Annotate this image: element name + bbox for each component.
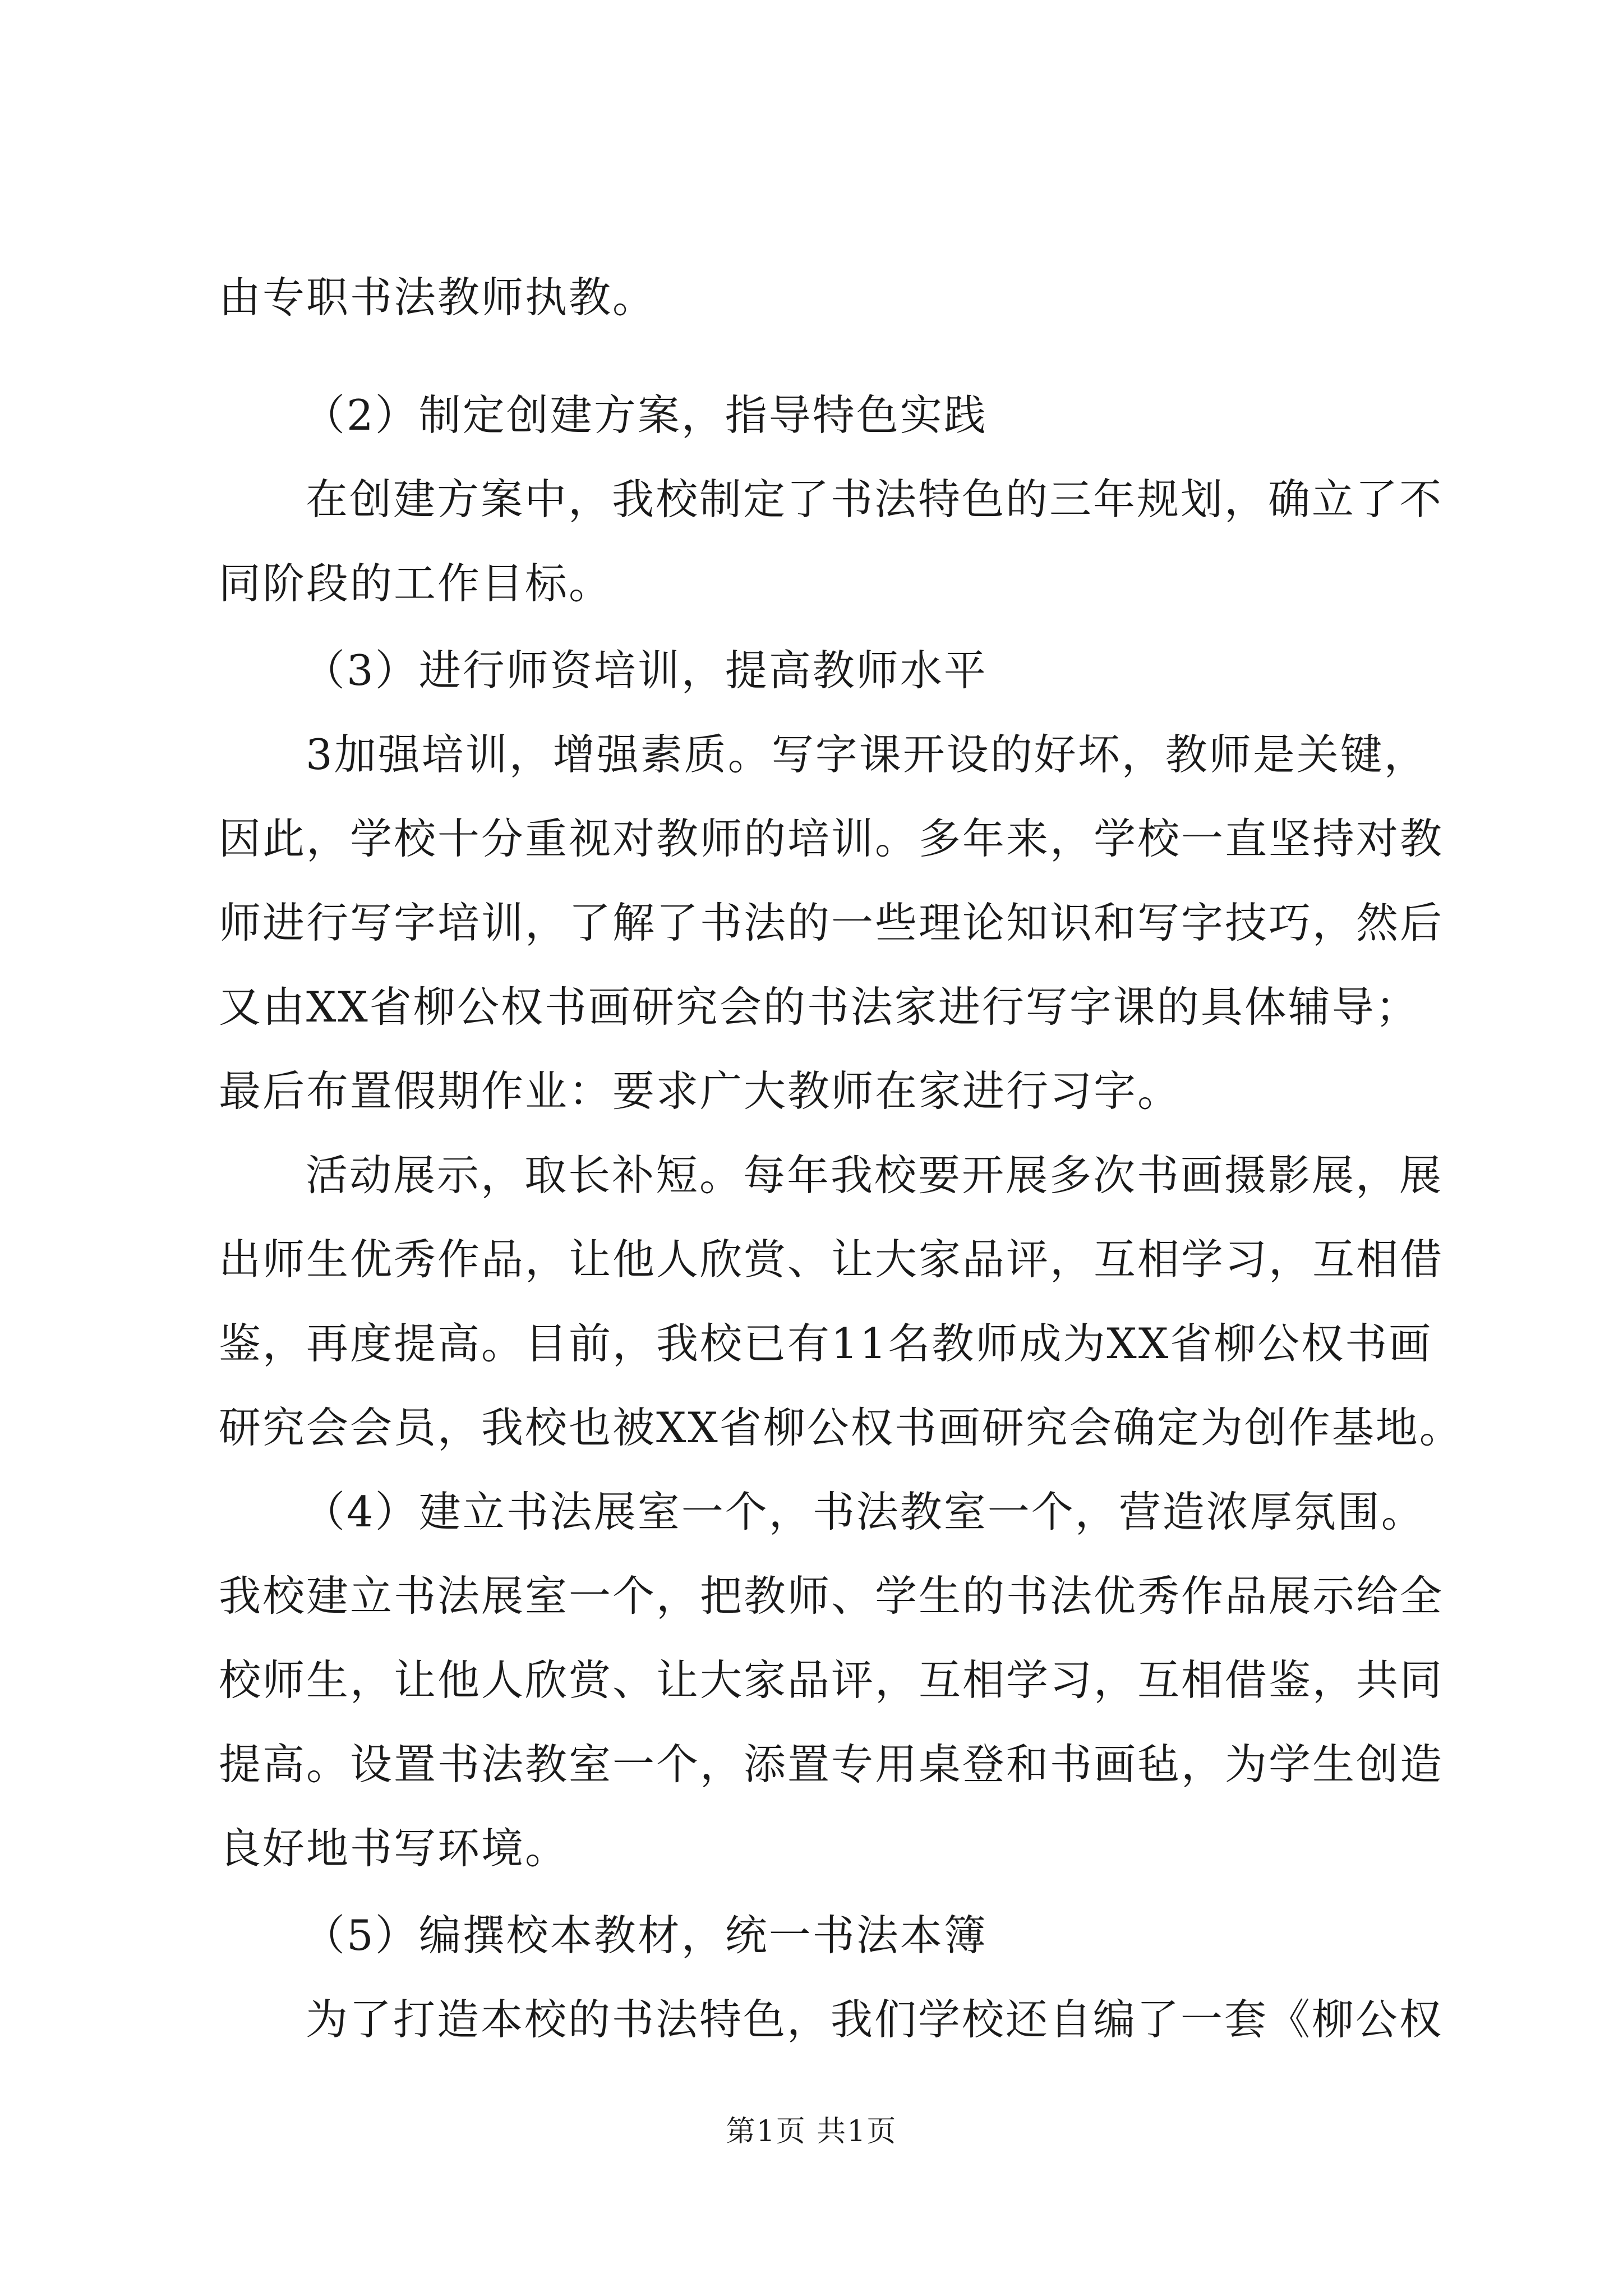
section-heading: （2）制定创建方案，指导特色实践	[303, 390, 988, 440]
text-line: 同阶段的工作目标。	[219, 559, 613, 608]
text-line: 活动展示，取长补短。每年我校要开展多次书画摄影展，展	[306, 1151, 1444, 1200]
text-line: 校师生，让他人欣赏、让大家品评，互相学习，互相借鉴，共同	[219, 1655, 1444, 1705]
section-heading: （5）编撰校本教材，统一书法本簿	[303, 1911, 988, 1960]
text-line: 提高。设置书法教室一个，添置专用桌登和书画毡，为学生创造	[219, 1740, 1444, 1789]
text-line: 出师生优秀作品，让他人欣赏、让大家品评，互相学习，互相借	[219, 1235, 1444, 1284]
text-line: 最后布置假期作业：要求广大教师在家进行习字。	[219, 1066, 1182, 1116]
page-footer: 第1页 共1页	[726, 2115, 897, 2148]
section-heading: （4）建立书法展室一个，书法教室一个，营造浓厚氛围。	[303, 1487, 1425, 1536]
text-line: 我校建立书法展室一个，把教师、学生的书法优秀作品展示给全	[219, 1571, 1444, 1621]
text-line: 良好地书写环境。	[219, 1824, 569, 1873]
text-line: 因此，学校十分重视对教师的培训。多年来，学校一直坚持对教	[219, 814, 1444, 863]
text-line: 师进行写字培训，了解了书法的一些理论知识和写字技巧，然后	[219, 898, 1444, 947]
text-line: 研究会会员，我校也被XX省柳公权书画研究会确定为创作基地。	[219, 1403, 1463, 1452]
text-line: 为了打造本校的书法特色，我们学校还自编了一套《柳公权	[306, 1995, 1444, 2044]
text-line: 鉴，再度提高。目前，我校已有11名教师成为XX省柳公权书画	[219, 1319, 1433, 1368]
text-line: 又由XX省柳公权书画研究会的书法家进行写字课的具体辅导；	[219, 982, 1419, 1032]
text-line: 3加强培训，增强素质。写字课开设的好坏，教师是关键，	[306, 730, 1428, 779]
text-line: 在创建方案中，我校制定了书法特色的三年规划，确立了不	[306, 475, 1444, 524]
section-heading: （3）进行师资培训，提高教师水平	[303, 646, 988, 695]
text-line: 由专职书法教师执教。	[219, 273, 657, 322]
